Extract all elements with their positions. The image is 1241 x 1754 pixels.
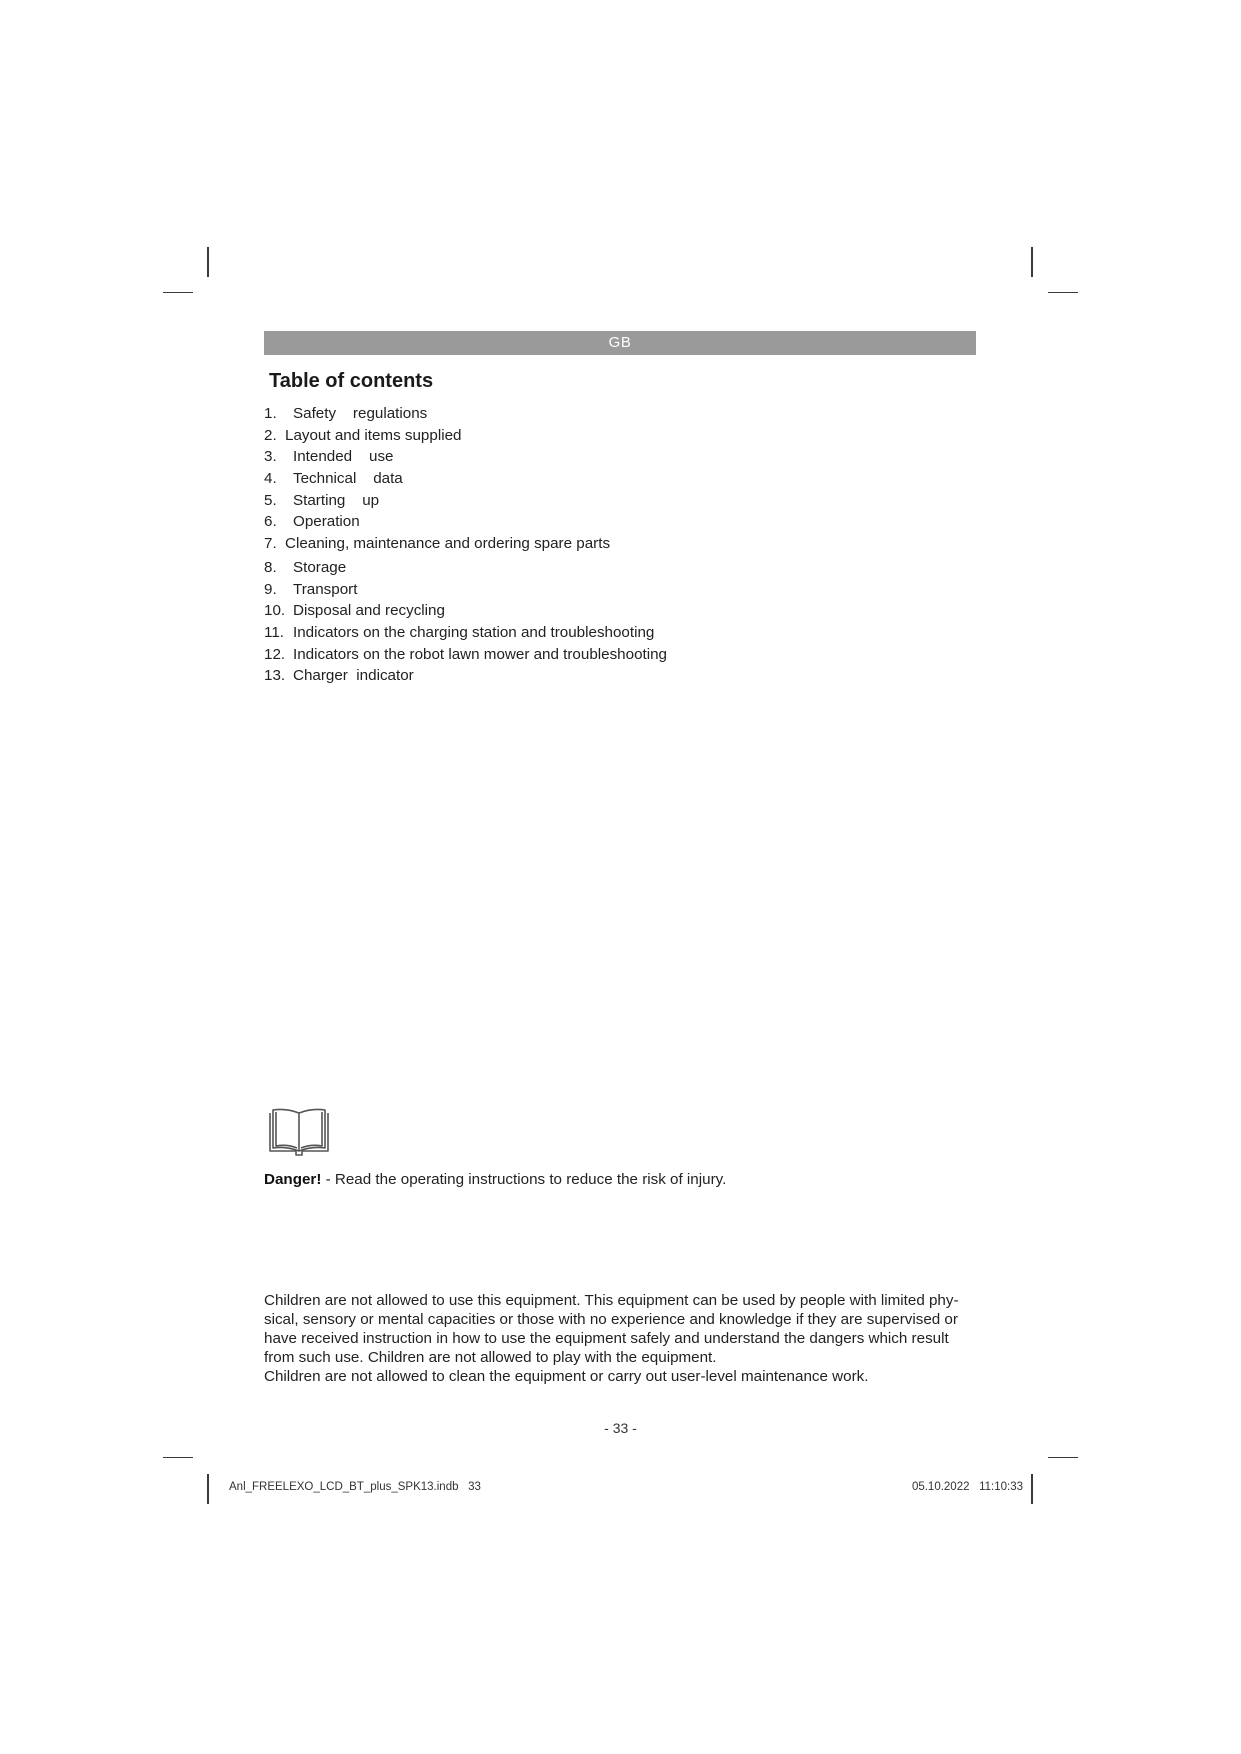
notice-line: sical, sensory or mental capacities or those with no experience and knowledge if they are supervised or: [264, 1311, 958, 1328]
toc-item-label: Storage: [293, 558, 347, 576]
toc-item-number: 13.: [264, 667, 286, 685]
danger-text: - Read the operating instructions to reduce the risk of injury.: [321, 1171, 727, 1188]
toc-item: [264, 533, 667, 557]
language-tab-label: GB: [608, 334, 632, 351]
toc-item-number: 3.: [264, 448, 277, 466]
toc-item-number: 10.: [264, 602, 286, 620]
toc-item-label: Indicators on the robot lawn mower and troubleshooting: [293, 645, 668, 663]
toc-list: [264, 403, 667, 687]
toc-item: [264, 665, 667, 687]
toc-item-label: Disposal and recycling: [293, 602, 445, 620]
toc-item-number: 12.: [264, 645, 286, 663]
toc-item-label: Starting up: [293, 491, 380, 509]
toc-item-label: Transport: [293, 580, 358, 598]
toc-item-number: 6.: [264, 513, 277, 531]
crop-mark-top-left-vertical: [207, 247, 209, 277]
danger-warning: [264, 1171, 726, 1188]
toc-item: [264, 511, 667, 533]
toc-item: [264, 600, 667, 622]
toc-item: [264, 579, 667, 601]
toc-item-label: Intended use: [293, 448, 394, 466]
toc-item-label: Technical data: [293, 470, 403, 488]
toc-item-number: 8.: [264, 558, 277, 576]
crop-mark-bottom-right-horizontal: [1048, 1457, 1078, 1458]
toc-item: [264, 644, 667, 666]
toc-item-number: 1.: [264, 405, 277, 422]
notice-line: from such use. Children are not allowed to play with the equipment.: [264, 1349, 717, 1366]
open-book-icon: [266, 1107, 332, 1157]
toc-item-number: 5.: [264, 491, 277, 509]
page-number: - 33 -: [604, 1420, 637, 1436]
notice-line: have received instruction in how to use the equipment safely and understand the dangers which result: [264, 1330, 949, 1347]
toc-item-label: Safety regulations: [293, 405, 428, 422]
toc-item: [264, 403, 667, 425]
language-header-bar: [264, 331, 976, 355]
toc-item-label: Layout and items supplied: [285, 426, 462, 444]
toc-item: [264, 468, 667, 490]
toc-item-number: 11.: [264, 623, 284, 641]
toc-item: [264, 622, 667, 644]
crop-mark-top-right-vertical: [1031, 247, 1033, 277]
footer-file-info: Anl_FREELEXO_LCD_BT_plus_SPK13.indb 33: [229, 1481, 481, 1493]
toc-item-number: 4.: [264, 470, 277, 488]
toc-item-label: Indicators on the charging station and troubleshooting: [293, 623, 655, 641]
notice-line: Children are not allowed to use this equipment. This equipment can be used by people with limited phy-: [264, 1292, 959, 1309]
toc-item: [264, 557, 667, 579]
toc-item-number: 2.: [264, 426, 277, 444]
toc-item-number: 9.: [264, 580, 277, 598]
children-notice: [264, 1291, 984, 1386]
toc-item: [264, 425, 667, 447]
crop-mark-top-right-horizontal: [1048, 292, 1078, 293]
toc-title: Table of contents: [269, 370, 434, 392]
toc-item-number: 7.: [264, 535, 277, 553]
crop-mark-bottom-right-vertical: [1031, 1474, 1033, 1504]
toc-item-label: Cleaning, maintenance and ordering spare parts: [285, 535, 611, 553]
toc-item-label: Charger indicator: [293, 667, 414, 685]
crop-mark-top-left-horizontal: [163, 292, 193, 293]
toc-item: [264, 446, 667, 468]
crop-mark-bottom-left-vertical: [207, 1474, 209, 1504]
danger-label: Danger!: [264, 1171, 322, 1188]
toc-item: [264, 490, 667, 512]
notice-line: Children are not allowed to clean the equipment or carry out user-level maintenance work.: [264, 1368, 869, 1385]
crop-mark-bottom-left-horizontal: [163, 1457, 193, 1458]
toc-item-label: Operation: [293, 513, 360, 531]
footer-timestamp: 05.10.2022 11:10:33: [911, 1481, 1023, 1493]
